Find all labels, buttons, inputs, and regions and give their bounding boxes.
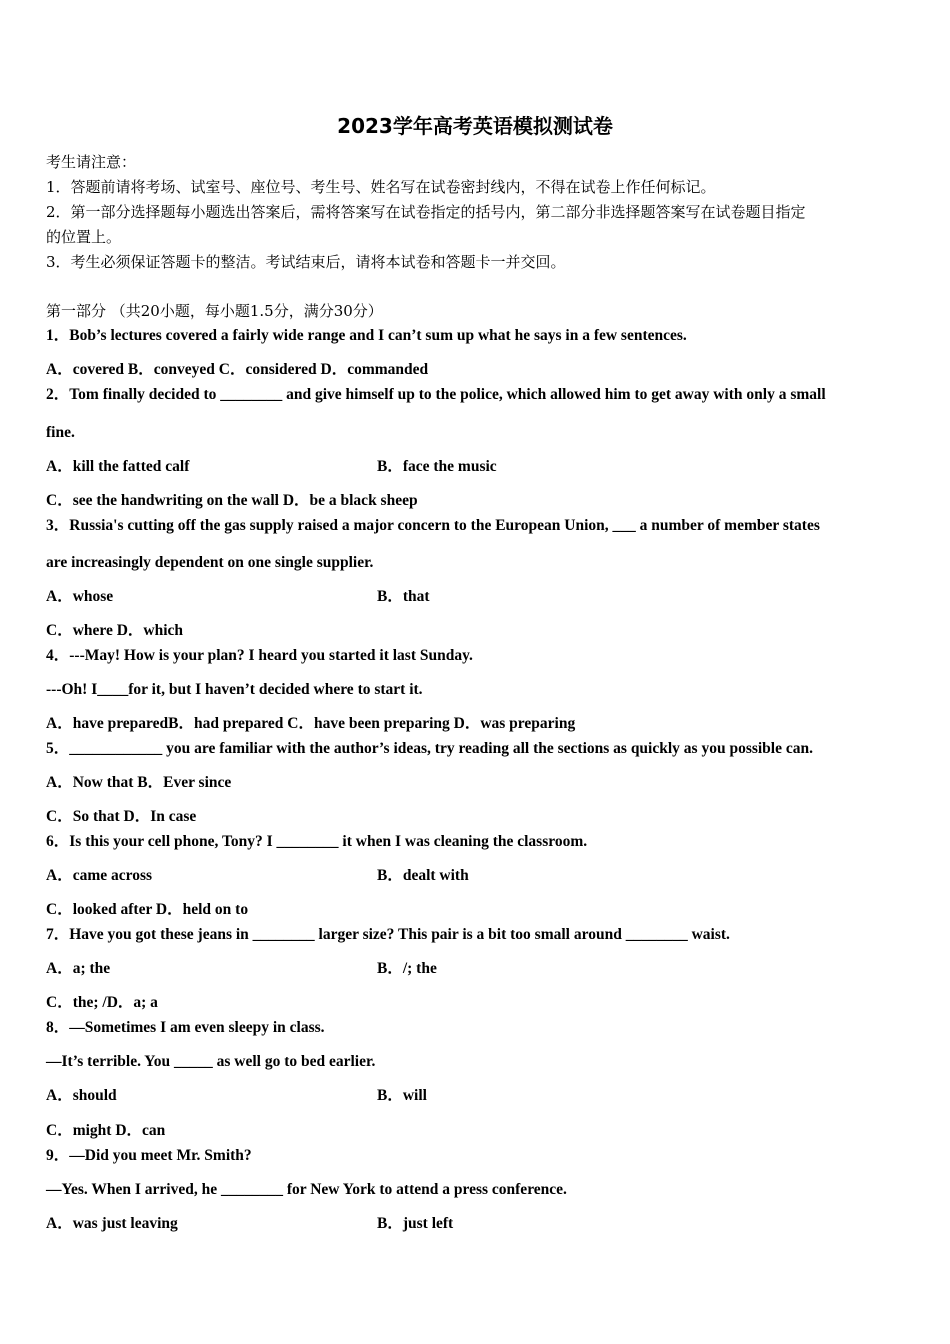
section-heading: 第一部分 （共20小题，每小题1.5分，满分30分） bbox=[46, 302, 383, 320]
page-title: 2023学年高考英语模拟测试卷 bbox=[337, 114, 613, 138]
question-2-stem-line-1: 2．Tom finally decided to ________ and give himself up to the police, which allowed him to get away with only a small bbox=[46, 386, 826, 403]
question-8-stem-line-1: 8．—Sometimes I am even sleepy in class. bbox=[46, 1019, 325, 1036]
question-8-option-a: A．should bbox=[46, 1087, 117, 1104]
question-3-stem-line-1: 3．Russia's cutting off the gas supply raised a major concern to the European Union, ___ a number of member states bbox=[46, 517, 820, 534]
notice-heading: 考生请注意： bbox=[46, 153, 137, 171]
question-7-stem: 7．Have you got these jeans in ________ larger size? This pair is a bit too small around ________ waist. bbox=[46, 926, 730, 943]
question-2-option-b: B．face the music bbox=[377, 458, 497, 475]
question-9-option-a: A．was just leaving bbox=[46, 1215, 178, 1232]
question-1-stem: 1．Bob’s lectures covered a fairly wide range and I can’t sum up what he says in a few sentences. bbox=[46, 327, 687, 344]
question-8-option-b: B．will bbox=[377, 1087, 427, 1104]
question-8-options-cd: C．might D．can bbox=[46, 1122, 166, 1139]
question-3-option-b: B．that bbox=[377, 588, 430, 605]
question-6-stem: 6．Is this your cell phone, Tony? I ________ it when I was cleaning the classroom. bbox=[46, 833, 588, 850]
question-7-options-cd: C．the; /D．a; a bbox=[46, 994, 158, 1011]
question-4-stem-line-2: ---Oh! I____for it, but I haven’t decided where to start it. bbox=[46, 681, 423, 698]
question-6-options-cd: C．looked after D．held on to bbox=[46, 901, 249, 918]
notice-item-3: 3．考生必须保证答题卡的整洁。考试结束后，请将本试卷和答题卡一并交回。 bbox=[46, 253, 566, 271]
question-9-stem-line-1: 9．—Did you meet Mr. Smith? bbox=[46, 1147, 252, 1164]
question-8-stem-line-2: —It’s terrible. You _____ as well go to bed earlier. bbox=[46, 1053, 376, 1070]
question-2-options-cd: C．see the handwriting on the wall D．be a black sheep bbox=[46, 492, 418, 509]
question-4-stem-line-1: 4．---May! How is your plan? I heard you started it last Sunday. bbox=[46, 647, 473, 664]
question-7-option-b: B．/; the bbox=[377, 960, 437, 977]
notice-item-1: 1．答题前请将考场、试室号、座位号、考生号、姓名写在试卷密封线内，不得在试卷上作任何标记。 bbox=[46, 178, 716, 196]
question-5-options-ab: A．Now that B．Ever since bbox=[46, 774, 232, 791]
question-3-options-cd: C．where D．which bbox=[46, 622, 184, 639]
question-9-stem-line-2: —Yes. When I arrived, he ________ for New York to attend a press conference. bbox=[46, 1181, 567, 1198]
question-5-stem: 5．____________ you are familiar with the author’s ideas, try reading all the sections as quickly as you possible can. bbox=[46, 740, 813, 757]
question-7-option-a: A．a; the bbox=[46, 960, 111, 977]
question-6-option-a: A．came across bbox=[46, 867, 153, 884]
question-4-options: A．have preparedB．had prepared C．have been preparing D．was preparing bbox=[46, 715, 576, 732]
question-6-option-b: B．dealt with bbox=[377, 867, 469, 884]
notice-item-2-line-2: 的位置上。 bbox=[46, 228, 122, 246]
question-2-stem-line-2: fine. bbox=[46, 424, 75, 441]
question-9-option-b: B．just left bbox=[377, 1215, 454, 1232]
question-3-option-a: A．whose bbox=[46, 588, 114, 605]
question-2-option-a: A．kill the fatted calf bbox=[46, 458, 190, 475]
question-1-options: A．covered B．conveyed C．considered D．commanded bbox=[46, 361, 429, 378]
question-3-stem-line-2: are increasingly dependent on one single supplier. bbox=[46, 554, 374, 571]
notice-item-2-line-1: 2．第一部分选择题每小题选出答案后，需将答案写在试卷指定的括号内，第二部分非选择题答案写在试卷题目指定 bbox=[46, 203, 806, 221]
question-5-options-cd: C．So that D．In case bbox=[46, 808, 197, 825]
